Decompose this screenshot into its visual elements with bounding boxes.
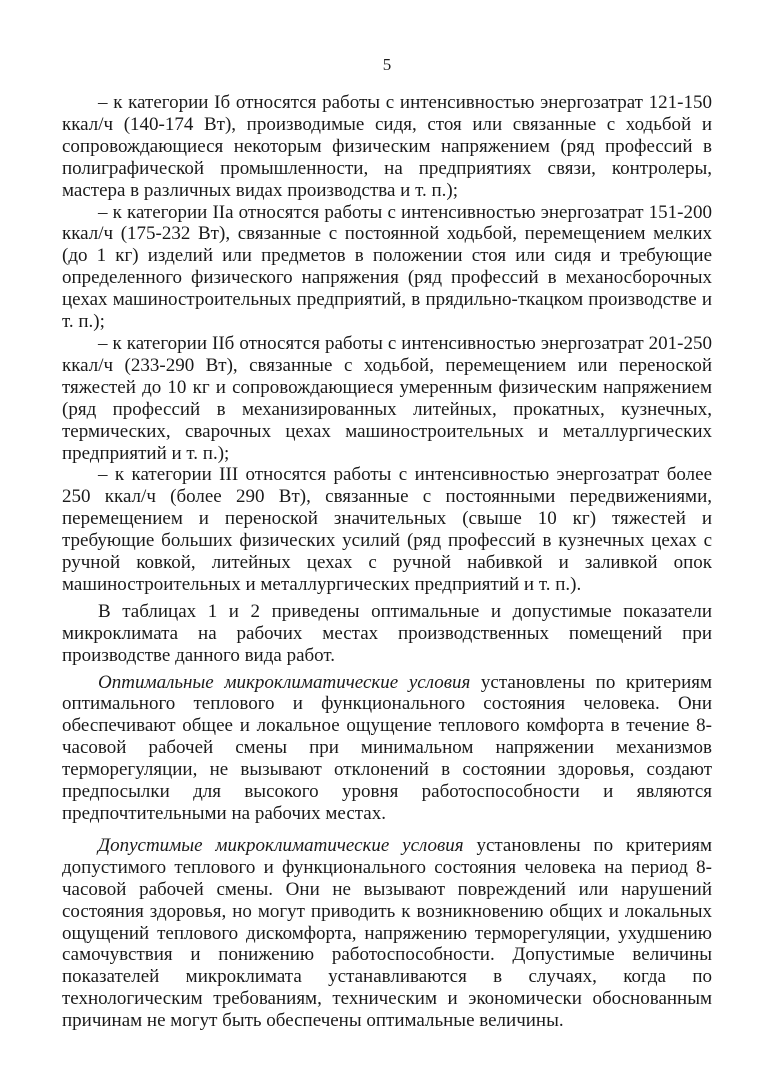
optimal-conditions-term: Оптимальные микроклиматические условия [98, 671, 471, 693]
optimal-conditions-text: установлены по критериям оптимального теплового и функционального состояния человека. Они обеспечивают общее и локальное ощущение теплового комфорта в течение 8-часовой рабочей смены при минимальном напряжении механизмов терморегуляции, не вызывают отклонений в состоянии здоровья, создают предпосылки для высокого уровня работоспособности и являются предпочтительными на рабочих местах. [62, 671, 712, 824]
paragraph-allowed-conditions [62, 835, 712, 1032]
page-number: 5 [382, 55, 392, 74]
paragraph-category-1b: – к категории Iб относятся работы с интенсивностью энергозатрат 121-150 ккал/ч (140-174 Вт), производимые сидя, стоя или связанные с ходьбой и сопровождающиеся некоторым физическим напряжением (ряд профессий в полиграфической промышленности, на предприятиях связи, контролеры, мастера в различных видах производства и т. п.); [62, 92, 712, 201]
paragraph-category-3: – к категории III относятся работы с интенсивностью энергозатрат более 250 ккал/ч (более 290 Вт), связанные с постоянными передвижениями, перемещением и переноской значительных (свыше 10 кг) тяжестей и требующие больших физических усилий (ряд профессий в кузнечных цехах с ручной ковкой, литейных цехах с ручной набивкой и заливкой опок машиностроительных и металлургических предприятий и т. п.). [62, 464, 712, 595]
allowed-conditions-term: Допустимые микроклиматические условия [98, 834, 464, 856]
paragraph-optimal-conditions [62, 672, 712, 825]
paragraph-category-2b: – к категории IIб относятся работы с интенсивностью энергозатрат 201-250 ккал/ч (233-290 Вт), связанные с ходьбой, перемещением или переноской тяжестей до 10 кг и сопровождающиеся умеренным физическим напряжением (ряд профессий в механизированных литейных, прокатных, кузнечных, термических, сварочных цехах машиностроительных и металлургических предприятий и т. п.); [62, 332, 712, 464]
paragraph-category-2a: – к категории IIа относятся работы с интенсивностью энергозатрат 151-200 ккал/ч (175-232 Вт), связанные с постоянной ходьбой, перемещением мелких (до 1 кг) изделий или предметов в положении стоя или сидя и требующие определенного физического напряжения (ряд профессий в механосборочных цехах машиностроительных предприятий, в прядильно-ткацком производстве и т. п.); [62, 201, 712, 333]
allowed-conditions-text: установлены по критериям допустимого теплового и функционального состояния человека на период 8-часовой рабочей смены. Они не вызывают повреждений или нарушений состояния здоровья, но могут приводить к возникновению общих и локальных ощущений теплового дискомфорта, напряжению терморегуляции, ухудшению самочувствия и понижению работоспособности. Допустимые величины показателей микроклимата устанавливаются в случаях, когда по технологическим требованиям, техническим и экономически обоснованным причинам не могут быть обеспечены оптимальные величины. [62, 834, 712, 1032]
document-body [62, 92, 712, 1032]
paragraph-tables: В таблицах 1 и 2 приведены оптимальные и допустимые показатели микроклимата на рабочих местах производственных помещений при производстве данного вида работ. [62, 600, 712, 666]
